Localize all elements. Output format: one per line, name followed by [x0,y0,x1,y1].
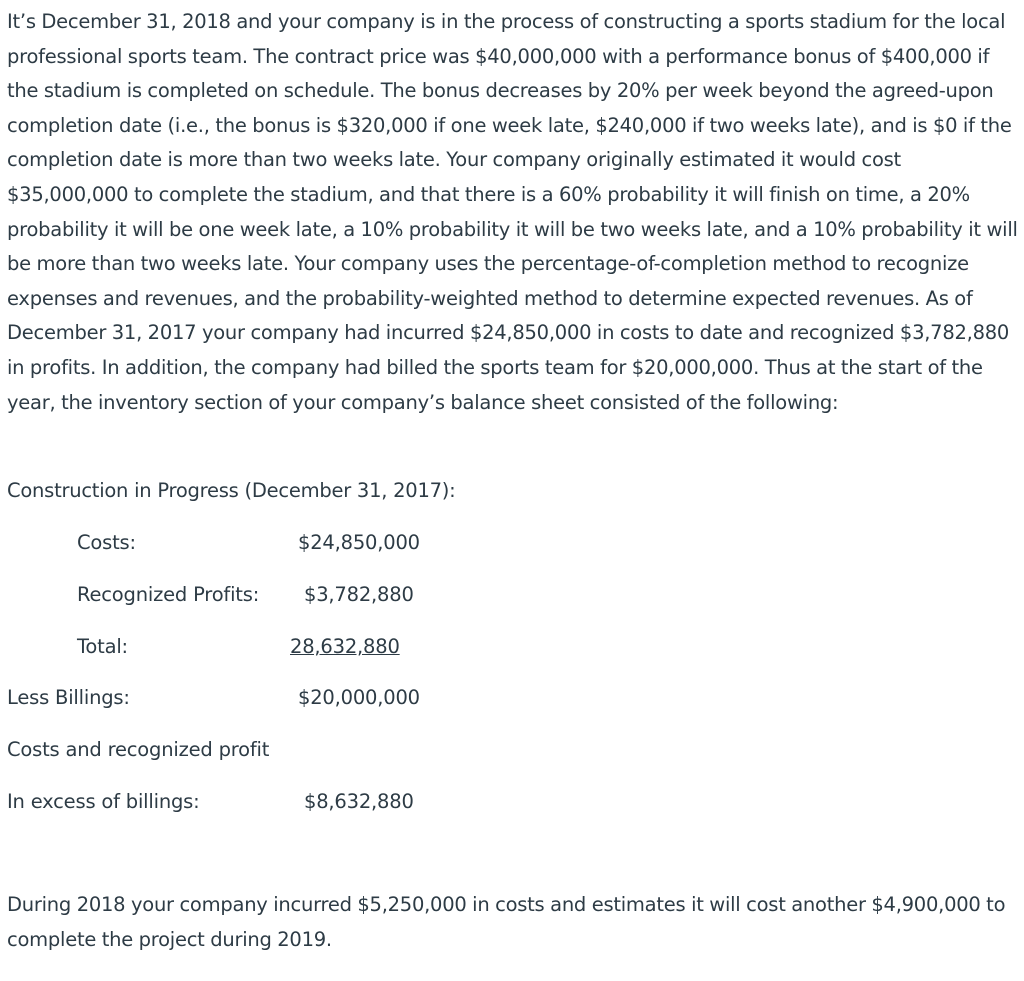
recognized-profits-value: $3,782,880 [304,583,414,606]
schedule-heading: Construction in Progress (December 31, 2017): [7,479,456,502]
costs-label: Costs: [77,531,136,554]
total-value: 28,632,880 [290,635,400,658]
intro-paragraph: It’s December 31, 2018 and your company is in the process of constructing a sports stadium for the local professional sports team. The contract price was $40,000,000 with a performance bonus of $400,000 if the stadium is completed on schedule. The bonus decreases by 20% per week beyond the agreed-upon completion date (i.e., the bonus is $320,000 if one week late, $240,000 if two weeks late), and is $0 if the completion date is more than two weeks late. Your company originally estimated it would cost $35,000,000 to complete the stadium, and that there is a 60% probability it will finish on time, a 20% probability it will be one week late, a 10% probability it will be two weeks late, and a 10% probability it will be more than two weeks late. Your company uses the percentage-of-completion method to recognize expenses and revenues, and the probability-weighted method to determine expected revenues. As of December 31, 2017 your company had incurred $24,850,000 in costs to date and recognized $3,782,880 in profits. In addition, the company had billed the sports team for $20,000,000. Thus at the start of the year, the inventory section of your company’s balance sheet consisted of the following: [7,10,1018,414]
less-billings-label: Less Billings: [7,686,130,709]
recognized-profits-label: Recognized Profits: [77,583,260,606]
less-billings-value: $20,000,000 [298,686,420,709]
costs-value: $24,850,000 [298,531,420,554]
total-label: Total: [77,635,128,658]
excess-label-line1: Costs and recognized profit [7,738,270,761]
excess-value: $8,632,880 [304,790,414,813]
excess-label-line2: In excess of billings: [7,790,200,813]
closing-paragraph: During 2018 your company incurred $5,250,000 in costs and estimates it will cost another $4,900,000 to complete the project during 2019. [7,893,1006,951]
